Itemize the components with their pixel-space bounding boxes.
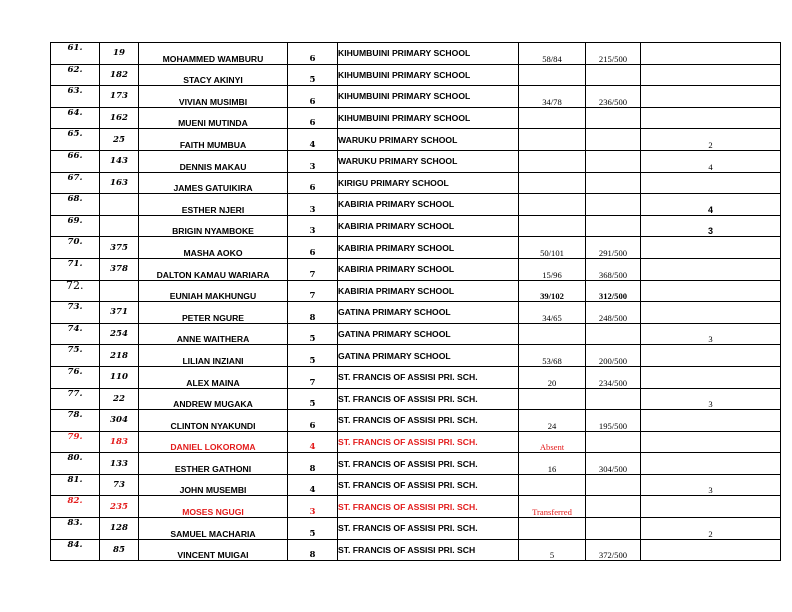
class-rank — [519, 194, 586, 216]
class-level: 6 — [288, 172, 338, 194]
school-name: GATINA PRIMARY SCHOOL — [338, 345, 519, 367]
position — [641, 107, 781, 129]
class-level: 7 — [288, 258, 338, 280]
class-rank — [519, 150, 586, 172]
admission-number: 378 — [100, 258, 139, 280]
school-name: ST. FRANCIS OF ASSISI PRI. SCH. — [338, 474, 519, 496]
table-row — [51, 43, 781, 65]
class-level: 3 — [288, 215, 338, 237]
student-name: EUNIAH MAKHUNGU — [139, 280, 288, 302]
total-score: 236/500 — [586, 86, 641, 108]
class-level: 5 — [288, 388, 338, 410]
total-score — [586, 172, 641, 194]
table-row — [51, 258, 781, 280]
total-score — [586, 107, 641, 129]
total-score: 304/500 — [586, 453, 641, 475]
position — [641, 280, 781, 302]
admission-number: 85 — [100, 539, 139, 561]
total-score: 195/500 — [586, 410, 641, 432]
admission-number: 218 — [100, 345, 139, 367]
student-name: MOHAMMED WAMBURU — [139, 43, 288, 65]
class-rank — [519, 64, 586, 86]
row-number: 80. — [51, 453, 100, 475]
admission-number: 73 — [100, 474, 139, 496]
row-number: 64. — [51, 107, 100, 129]
admission-number — [100, 215, 139, 237]
row-number: 68. — [51, 194, 100, 216]
row-number: 75. — [51, 345, 100, 367]
class-rank: 20 — [519, 366, 586, 388]
student-name: ESTHER NJERI — [139, 194, 288, 216]
class-level: 8 — [288, 302, 338, 324]
row-number: 84. — [51, 539, 100, 561]
table-row — [51, 64, 781, 86]
position: 3 — [641, 388, 781, 410]
class-level: 6 — [288, 237, 338, 259]
row-number: 65. — [51, 129, 100, 151]
student-name: MASHA AOKO — [139, 237, 288, 259]
school-name: KABIRIA PRIMARY SCHOOL — [338, 237, 519, 259]
class-rank: 15/96 — [519, 258, 586, 280]
admission-number: 182 — [100, 64, 139, 86]
admission-number: 371 — [100, 302, 139, 324]
total-score: 372/500 — [586, 539, 641, 561]
position — [641, 237, 781, 259]
table-row — [51, 496, 781, 518]
admission-number: 19 — [100, 43, 139, 65]
position — [641, 345, 781, 367]
row-number: 63. — [51, 86, 100, 108]
table-row — [51, 86, 781, 108]
school-name: ST. FRANCIS OF ASSISI PRI. SCH. — [338, 453, 519, 475]
class-rank — [519, 323, 586, 345]
class-level: 4 — [288, 129, 338, 151]
row-number: 69. — [51, 215, 100, 237]
table-row — [51, 107, 781, 129]
class-rank — [519, 215, 586, 237]
class-rank: 39/102 — [519, 280, 586, 302]
class-rank — [519, 474, 586, 496]
school-name: GATINA PRIMARY SCHOOL — [338, 302, 519, 324]
student-name: ANNE WAITHERA — [139, 323, 288, 345]
admission-number: 110 — [100, 366, 139, 388]
row-number: 73. — [51, 302, 100, 324]
class-level: 5 — [288, 323, 338, 345]
school-name: ST. FRANCIS OF ASSISI PRI. SCH — [338, 539, 519, 561]
student-name: PETER NGURE — [139, 302, 288, 324]
total-score — [586, 431, 641, 453]
class-level: 6 — [288, 410, 338, 432]
total-score: 291/500 — [586, 237, 641, 259]
school-name: KIHUMBUINI PRIMARY SCHOOL — [338, 64, 519, 86]
table-row — [51, 474, 781, 496]
class-level: 4 — [288, 431, 338, 453]
school-name: KIHUMBUINI PRIMARY SCHOOL — [338, 86, 519, 108]
total-score — [586, 129, 641, 151]
class-rank — [519, 129, 586, 151]
position — [641, 366, 781, 388]
total-score — [586, 194, 641, 216]
student-name: STACY AKINYI — [139, 64, 288, 86]
position — [641, 410, 781, 432]
position — [641, 64, 781, 86]
total-score: 200/500 — [586, 345, 641, 367]
student-name: VINCENT MUIGAI — [139, 539, 288, 561]
school-name: KIHUMBUINI PRIMARY SCHOOL — [338, 43, 519, 65]
class-rank: Absent — [519, 431, 586, 453]
class-level: 3 — [288, 496, 338, 518]
position — [641, 431, 781, 453]
student-name: FAITH MUMBUA — [139, 129, 288, 151]
admission-number: 254 — [100, 323, 139, 345]
position — [641, 496, 781, 518]
row-number: 77. — [51, 388, 100, 410]
school-name: ST. FRANCIS OF ASSISI PRI. SCH. — [338, 496, 519, 518]
student-name: JOHN MUSEMBI — [139, 474, 288, 496]
row-number: 67. — [51, 172, 100, 194]
admission-number: 143 — [100, 150, 139, 172]
class-level: 8 — [288, 539, 338, 561]
class-level: 7 — [288, 280, 338, 302]
table-row — [51, 280, 781, 302]
table-row — [51, 345, 781, 367]
student-name: ESTHER GATHONI — [139, 453, 288, 475]
row-number: 78. — [51, 410, 100, 432]
school-name: KABIRIA PRIMARY SCHOOL — [338, 194, 519, 216]
position: 4 — [641, 194, 781, 216]
table-row — [51, 518, 781, 540]
total-score: 312/500 — [586, 280, 641, 302]
class-rank: 50/101 — [519, 237, 586, 259]
class-rank — [519, 172, 586, 194]
admission-number: 173 — [100, 86, 139, 108]
school-name: ST. FRANCIS OF ASSISI PRI. SCH. — [338, 410, 519, 432]
admission-number: 25 — [100, 129, 139, 151]
row-number: 79. — [51, 431, 100, 453]
class-level: 7 — [288, 366, 338, 388]
position — [641, 302, 781, 324]
student-name: MOSES NGUGI — [139, 496, 288, 518]
total-score — [586, 474, 641, 496]
table-row — [51, 194, 781, 216]
total-score — [586, 496, 641, 518]
total-score — [586, 323, 641, 345]
total-score: 234/500 — [586, 366, 641, 388]
school-name: ST. FRANCIS OF ASSISI PRI. SCH. — [338, 518, 519, 540]
row-number: 61. — [51, 43, 100, 65]
admission-number: 235 — [100, 496, 139, 518]
student-name: DANIEL LOKOROMA — [139, 431, 288, 453]
admission-number: 22 — [100, 388, 139, 410]
position — [641, 539, 781, 561]
position: 4 — [641, 150, 781, 172]
student-name: DALTON KAMAU WARIARA — [139, 258, 288, 280]
school-name: WARUKU PRIMARY SCHOOL — [338, 150, 519, 172]
admission-number — [100, 280, 139, 302]
school-name: KIHUMBUINI PRIMARY SCHOOL — [338, 107, 519, 129]
class-level: 3 — [288, 194, 338, 216]
position: 3 — [641, 323, 781, 345]
class-rank: 16 — [519, 453, 586, 475]
total-score: 215/500 — [586, 43, 641, 65]
class-rank: 34/65 — [519, 302, 586, 324]
student-name: CLINTON NYAKUNDI — [139, 410, 288, 432]
class-level: 8 — [288, 453, 338, 475]
total-score — [586, 518, 641, 540]
student-name: BRIGIN NYAMBOKE — [139, 215, 288, 237]
position: 3 — [641, 474, 781, 496]
admission-number: 133 — [100, 453, 139, 475]
class-level: 5 — [288, 64, 338, 86]
row-number: 70. — [51, 237, 100, 259]
school-name: ST. FRANCIS OF ASSISI PRI. SCH. — [338, 388, 519, 410]
admission-number: 162 — [100, 107, 139, 129]
table-row — [51, 237, 781, 259]
total-score — [586, 150, 641, 172]
class-rank: 53/68 — [519, 345, 586, 367]
table-row — [51, 323, 781, 345]
table-row — [51, 172, 781, 194]
student-name: ALEX MAINA — [139, 366, 288, 388]
table-row — [51, 150, 781, 172]
position: 2 — [641, 129, 781, 151]
class-rank — [519, 518, 586, 540]
student-name: MUENI MUTINDA — [139, 107, 288, 129]
row-number: 62. — [51, 64, 100, 86]
table-row — [51, 431, 781, 453]
class-rank: 58/84 — [519, 43, 586, 65]
table-body — [51, 43, 781, 561]
class-level: 6 — [288, 107, 338, 129]
school-name: WARUKU PRIMARY SCHOOL — [338, 129, 519, 151]
class-level: 4 — [288, 474, 338, 496]
class-level: 5 — [288, 345, 338, 367]
table-row — [51, 539, 781, 561]
row-number: 71. — [51, 258, 100, 280]
student-name: SAMUEL MACHARIA — [139, 518, 288, 540]
total-score — [586, 215, 641, 237]
school-name: KABIRIA PRIMARY SCHOOL — [338, 258, 519, 280]
student-name: ANDREW MUGAKA — [139, 388, 288, 410]
school-name: GATINA PRIMARY SCHOOL — [338, 323, 519, 345]
table-row — [51, 366, 781, 388]
class-rank: Transferred — [519, 496, 586, 518]
table-row — [51, 410, 781, 432]
class-level: 6 — [288, 43, 338, 65]
position — [641, 86, 781, 108]
admission-number: 375 — [100, 237, 139, 259]
position — [641, 258, 781, 280]
school-name: KABIRIA PRIMARY SCHOOL — [338, 215, 519, 237]
student-name: DENNIS MAKAU — [139, 150, 288, 172]
table-row — [51, 215, 781, 237]
table-row — [51, 453, 781, 475]
position — [641, 172, 781, 194]
position: 3 — [641, 215, 781, 237]
row-number: 72. — [51, 280, 100, 302]
class-rank — [519, 388, 586, 410]
total-score: 248/500 — [586, 302, 641, 324]
class-rank: 24 — [519, 410, 586, 432]
row-number: 74. — [51, 323, 100, 345]
student-name: JAMES GATUIKIRA — [139, 172, 288, 194]
admission-number: 183 — [100, 431, 139, 453]
student-table — [50, 42, 781, 561]
admission-number: 163 — [100, 172, 139, 194]
admission-number: 128 — [100, 518, 139, 540]
school-name: KIRIGU PRIMARY SCHOOL — [338, 172, 519, 194]
school-name: ST. FRANCIS OF ASSISI PRI. SCH. — [338, 431, 519, 453]
admission-number — [100, 194, 139, 216]
row-number: 76. — [51, 366, 100, 388]
student-name: VIVIAN MUSIMBI — [139, 86, 288, 108]
class-level: 5 — [288, 518, 338, 540]
class-rank: 5 — [519, 539, 586, 561]
class-level: 6 — [288, 86, 338, 108]
total-score: 368/500 — [586, 258, 641, 280]
row-number: 82. — [51, 496, 100, 518]
class-level: 3 — [288, 150, 338, 172]
school-name: KABIRIA PRIMARY SCHOOL — [338, 280, 519, 302]
row-number: 81. — [51, 474, 100, 496]
admission-number: 304 — [100, 410, 139, 432]
position — [641, 43, 781, 65]
total-score — [586, 388, 641, 410]
class-rank: 34/78 — [519, 86, 586, 108]
total-score — [586, 64, 641, 86]
table-row — [51, 388, 781, 410]
class-rank — [519, 107, 586, 129]
school-name: ST. FRANCIS OF ASSISI PRI. SCH. — [338, 366, 519, 388]
table-row — [51, 302, 781, 324]
student-name: LILIAN INZIANI — [139, 345, 288, 367]
position: 2 — [641, 518, 781, 540]
table-row — [51, 129, 781, 151]
row-number: 66. — [51, 150, 100, 172]
position — [641, 453, 781, 475]
row-number: 83. — [51, 518, 100, 540]
